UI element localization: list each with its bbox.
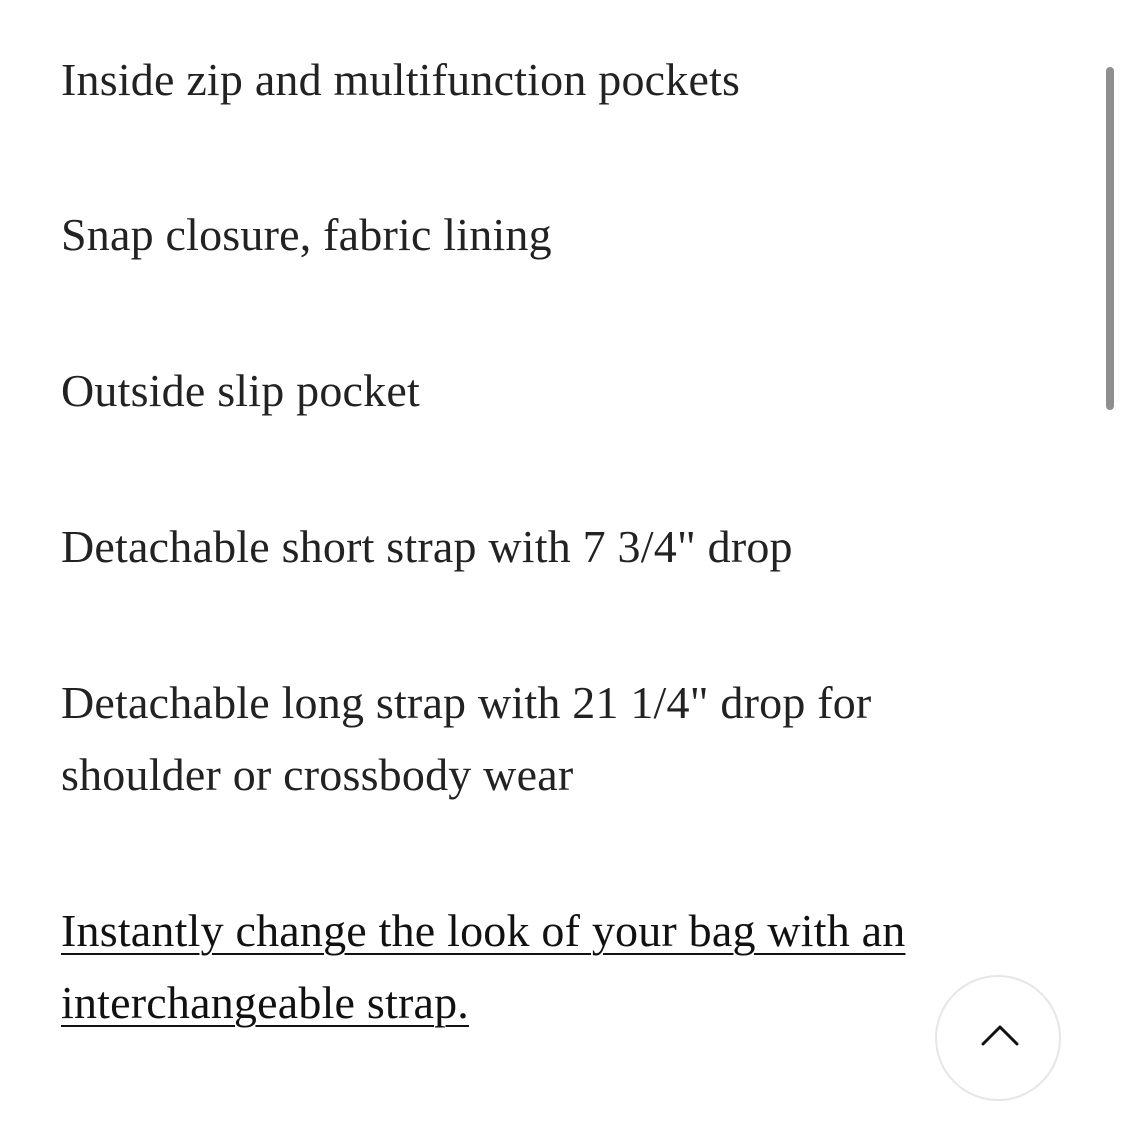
feature-inside-pockets: Inside zip and multifunction pockets xyxy=(61,54,741,105)
strap-link-item xyxy=(61,895,961,1039)
feature-snap-closure: Snap closure, fabric lining xyxy=(61,209,552,260)
scrollbar-thumb[interactable] xyxy=(1106,67,1114,410)
feature-short-strap: Detachable short strap with 7 3/4" drop xyxy=(61,521,793,572)
feature-long-strap: Detachable long strap with 21 1/4" drop for shoulder or crossbody wear xyxy=(61,677,872,800)
feature-outside-pocket: Outside slip pocket xyxy=(61,365,420,416)
chevron-up-icon xyxy=(981,1023,1019,1047)
scrollbar[interactable] xyxy=(1103,0,1117,1126)
back-to-top-button[interactable] xyxy=(935,975,1061,1101)
interchangeable-strap-link[interactable]: Instantly change the look of your bag with an interchangeable strap. xyxy=(61,905,906,1028)
